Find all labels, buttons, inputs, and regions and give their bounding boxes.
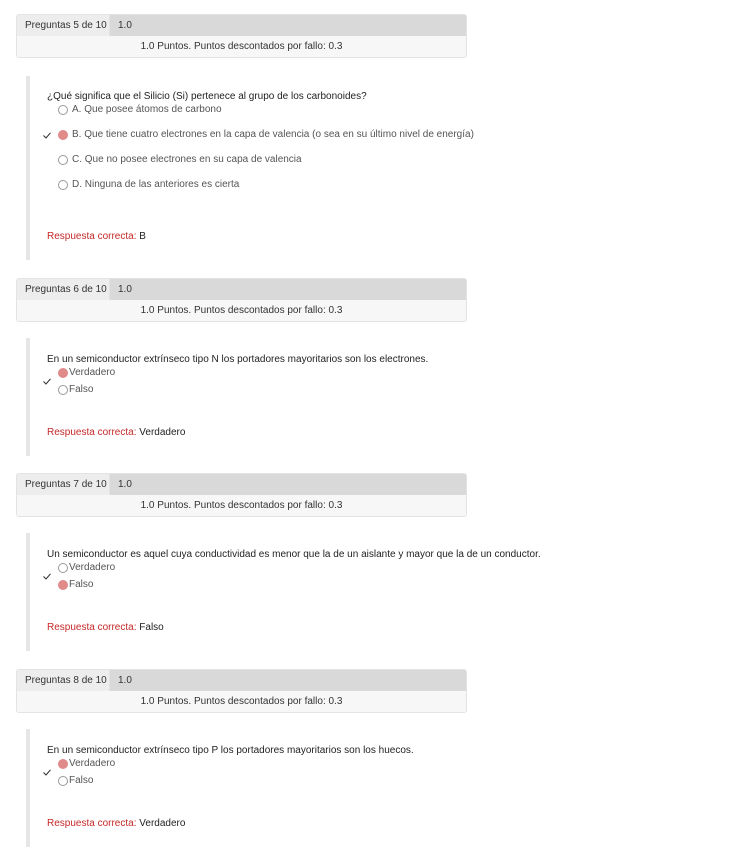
option-label: Verdadero bbox=[69, 758, 116, 769]
question-body bbox=[26, 729, 586, 847]
radio-button-selected[interactable] bbox=[58, 580, 68, 590]
check-icon bbox=[43, 573, 51, 579]
question-score: 1.0 bbox=[118, 20, 132, 31]
question-text: Un semiconductor es aquel cuya conductividad es menor que la de un aislante y mayor que la de un conductor. bbox=[47, 549, 541, 560]
correct-answer-value: Falso bbox=[139, 622, 164, 633]
question-points: 1.0 Puntos. Puntos descontados por fallo: 0.3 bbox=[17, 495, 466, 517]
radio-button[interactable] bbox=[58, 180, 68, 190]
correct-answer-value: B bbox=[139, 231, 146, 242]
question-score: 1.0 bbox=[118, 479, 132, 490]
option-label: C. Que no posee electrones en su capa de valencia bbox=[72, 154, 302, 165]
question-header bbox=[16, 473, 467, 517]
option-label: Verdadero bbox=[69, 367, 116, 378]
correct-answer bbox=[47, 817, 185, 830]
question-text: En un semiconductor extrínseco tipo N los portadores mayoritarios son los electrones. bbox=[47, 354, 429, 365]
radio-button[interactable] bbox=[58, 105, 68, 115]
radio-button[interactable] bbox=[58, 776, 68, 786]
question-header bbox=[16, 669, 467, 713]
question-body bbox=[26, 76, 586, 260]
radio-button-selected[interactable] bbox=[58, 368, 68, 378]
radio-button[interactable] bbox=[58, 563, 68, 573]
question-body bbox=[26, 338, 586, 456]
correct-answer-value: Verdadero bbox=[139, 818, 186, 829]
option-label: Verdadero bbox=[69, 562, 116, 573]
question-points: 1.0 Puntos. Puntos descontados por fallo: 0.3 bbox=[17, 300, 466, 322]
question-header bbox=[16, 14, 467, 58]
check-icon bbox=[43, 769, 51, 775]
question-points: 1.0 Puntos. Puntos descontados por fallo: 0.3 bbox=[17, 691, 466, 713]
question-score: 1.0 bbox=[118, 675, 132, 686]
question-text: En un semiconductor extrínseco tipo P los portadores mayoritarios son los huecos. bbox=[47, 745, 414, 756]
radio-button[interactable] bbox=[58, 385, 68, 395]
question-number: Preguntas 7 de 10 bbox=[17, 474, 110, 495]
correct-answer-label: Respuesta correcta: bbox=[47, 818, 137, 829]
option-label: Falso bbox=[69, 579, 94, 590]
option-label: A. Que posee átomos de carbono bbox=[72, 104, 222, 115]
correct-answer-label: Respuesta correcta: bbox=[47, 622, 137, 633]
radio-button-selected[interactable] bbox=[58, 130, 68, 140]
correct-answer-label: Respuesta correcta: bbox=[47, 231, 137, 242]
option-label: Falso bbox=[69, 775, 94, 786]
correct-answer-label: Respuesta correcta: bbox=[47, 427, 137, 438]
question-number: Preguntas 8 de 10 bbox=[17, 670, 110, 691]
correct-answer bbox=[47, 230, 146, 243]
question-text: ¿Qué significa que el Silicio (Si) pertenece al grupo de los carbonoides? bbox=[47, 91, 367, 102]
option-label: D. Ninguna de las anteriores es cierta bbox=[72, 179, 240, 190]
question-header bbox=[16, 278, 467, 322]
option-label: B. Que tiene cuatro electrones en la capa de valencia (o sea en su último nivel de energía) bbox=[72, 129, 474, 140]
option-label: Falso bbox=[69, 384, 94, 395]
question-score: 1.0 bbox=[118, 284, 132, 295]
radio-button[interactable] bbox=[58, 155, 68, 165]
radio-button-selected[interactable] bbox=[58, 759, 68, 769]
correct-answer-value: Verdadero bbox=[139, 427, 186, 438]
correct-answer bbox=[47, 426, 185, 439]
question-points: 1.0 Puntos. Puntos descontados por fallo: 0.3 bbox=[17, 36, 466, 58]
question-number: Preguntas 6 de 10 bbox=[17, 279, 110, 300]
question-body bbox=[26, 533, 586, 651]
question-number: Preguntas 5 de 10 bbox=[17, 15, 110, 36]
correct-answer bbox=[47, 621, 164, 634]
check-icon bbox=[43, 378, 51, 384]
check-icon bbox=[43, 132, 51, 138]
